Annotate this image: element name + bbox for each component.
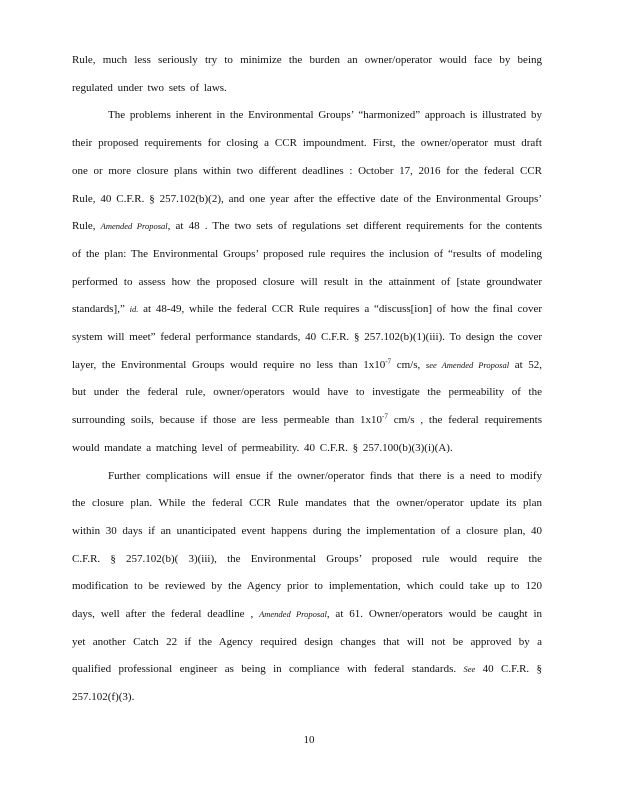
paragraph-2 [72,102,542,462]
body-text [72,47,542,712]
paragraph-3-text-2: , at 61. Owner/operators would be caught in yet another Catch 22 if the Agency required design changes that will not be approved by a qualified professional engineer as being in compliance with federal standards. [72,608,543,676]
paragraph-2-text-4: cm/s, [396,358,421,371]
paragraph-3-text-1: Further complications will ensue if the owner/operator finds that there is a need to modify the closure plan. While the federal CCR Rule mandates that the owner/operator update its plan within 30 days if an unanticipated event happens during the implementation of a closure plan, 40 C.F.R. § 257.102(b)( 3)(iii), the Environmental Groups’ proposed rule would require the modification to be reviewed by the Agency prior to implementation, which could take up to 120 days, well after the federal deadline , [72,469,542,621]
page-number: 10 [303,734,315,746]
citation-amended-proposal: Amended Proposal [100,221,168,232]
paragraph-2-text-6: cm/s , the federal requirements would mandate a matching level of permeability. 40 C.F.R. § 257.100(b)(3)(i)(A). [72,414,542,454]
paragraph-1 [72,47,542,102]
citation-see-amended-proposal: see Amended Proposal [425,359,510,370]
paragraph-2-text-2: , at 48 . The two sets of regulations set different requirements for the contents of the plan: The Environmental Groups’ proposed rule requires the inclusion of “results of modeling performed to assess how the proposed closure will result in the attainment of [state groundwater standards],” [72,220,542,316]
paragraph-3 [72,463,542,712]
citation-amended-proposal-2: Amended Proposal [259,609,327,620]
citation-id: id. [129,304,139,315]
citation-see: See [463,664,476,675]
paragraph-2-text-1: The problems inherent in the Environmental Groups’ “harmonized” approach is illustrated by their proposed requirements for closing a CCR impoundment. First, the owner/operator must draft one or more closure plans within two different deadlines : October 17, 2016 for the federal CCR Rule, 40 C.F.R. § 257.102(b)(2), and one year after the effective date of the Environmental Groups’ Rule, [72,109,542,233]
exponent-2: -7 [382,412,388,421]
paragraph-2-text-5: at 52, but under the federal rule, owner/operators would have to investigate the permeability of the surrounding soils, because if those are less permeable than 1x10 [72,358,543,427]
paragraph-1-text: Rule, much less seriously try to minimize the burden an owner/operator would face by being regulated under two sets of laws. [72,54,542,94]
exponent-1: -7 [385,357,392,366]
paragraph-3-text-3: 40 C.F.R. § 257.102(f)(3). [72,663,543,704]
paragraph-2-text-3: at 48-49, while the federal CCR Rule requires a “discuss[ion] of how the final cover system will meet” federal performance standards, 40 C.F.R. § 257.102(b)(1)(iii). To design the cover layer, the Environmental Groups would require no less than 1x10 [72,303,543,371]
